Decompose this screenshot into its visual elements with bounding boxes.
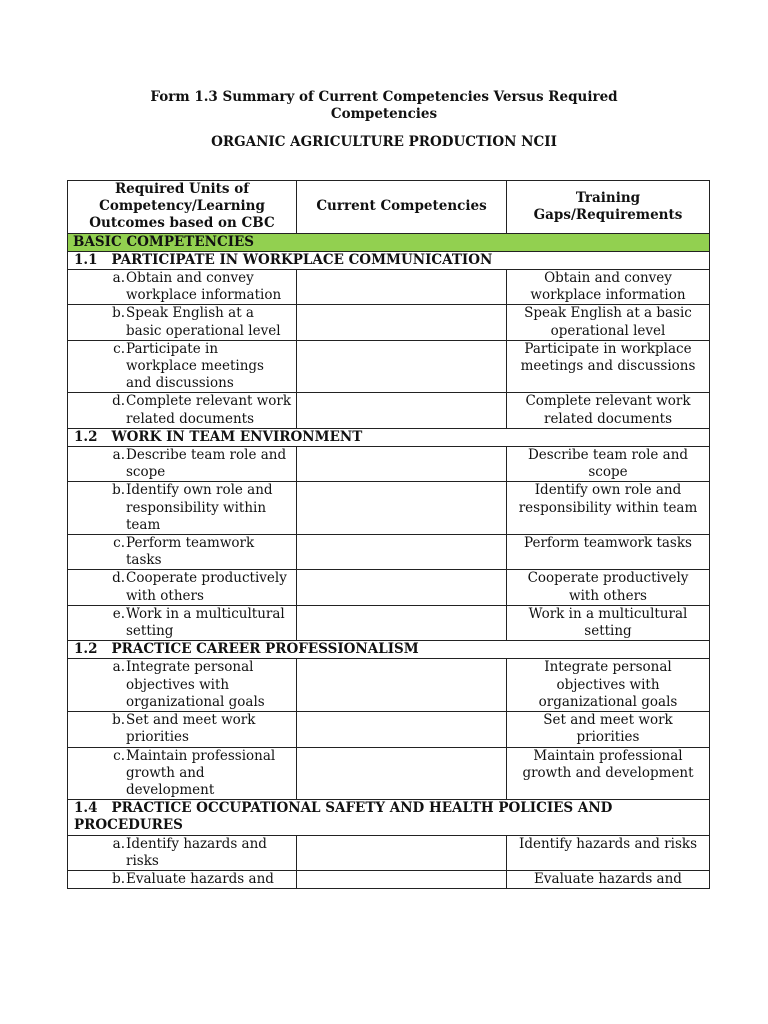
current-competency-cell [297,605,507,640]
learning-outcome-cell [68,447,297,482]
current-competency-cell [297,305,507,340]
training-gap-cell: Identify hazards and risks [507,835,710,870]
training-gap-cell: Work in a multicultural setting [507,605,710,640]
learning-outcome-cell [68,870,297,888]
outcome-text: Describe team role and scope [126,447,287,481]
current-competency-cell [297,747,507,800]
learning-outcome [72,659,292,711]
group-heading [68,641,710,659]
learning-outcome [72,570,292,604]
current-competency-cell [297,447,507,482]
outcome-letter: d. [112,570,125,587]
training-gap-cell: Perform teamwork tasks [507,535,710,570]
learning-outcome-cell [68,747,297,800]
table-row [68,340,710,393]
learning-outcome-cell [68,393,297,428]
group-heading [68,800,710,835]
header-current-competencies: Current Competencies [297,181,507,234]
learning-outcome [72,836,292,870]
table-row [68,870,710,888]
training-gap-cell: Participate in workplace meetings and discussions [507,340,710,393]
outcome-text: Complete relevant work related documents [126,393,292,427]
table-row [68,605,710,640]
group-row [68,251,710,269]
outcome-text: Speak English at a basic operational level [126,305,281,339]
table-header-row [68,181,710,234]
current-competency-cell [297,535,507,570]
header-training-gaps: Training Gaps/Requirements [507,181,710,234]
table-row [68,393,710,428]
group-title: WORK IN TEAM ENVIRONMENT [111,428,363,445]
table-row [68,659,710,712]
group-title: PRACTICE CAREER PROFESSIONALISM [111,641,419,658]
outcome-text: Perform teamwork tasks [126,535,255,569]
form-title: Form 1.3 Summary of Current Competencies Versus Required Competencies [150,89,618,122]
training-gap-cell: Complete relevant work related documents [507,393,710,428]
learning-outcome [72,748,292,800]
group-row [68,641,710,659]
table-row [68,447,710,482]
outcome-letter: a. [112,835,125,852]
learning-outcome [72,712,292,746]
training-gap-cell: Integrate personal objectives with organizational goals [507,659,710,712]
learning-outcome-cell [68,712,297,747]
current-competency-cell [297,482,507,535]
outcome-letter: c. [113,535,125,552]
outcome-text: Integrate personal objectives with organizational goals [126,659,265,710]
learning-outcome-cell [68,305,297,340]
learning-outcome [72,871,292,888]
learning-outcome-cell [68,659,297,712]
outcome-letter: c. [113,340,125,357]
table-row [68,535,710,570]
group-number: 1.4 [74,800,98,817]
current-competency-cell [297,835,507,870]
table-row [68,270,710,305]
outcome-text: Identify hazards and risks [126,835,267,869]
group-number: 1.2 [74,641,98,658]
outcome-text: Participate in workplace meetings and discussions [126,340,264,392]
group-row [68,428,710,446]
training-gap-cell: Cooperate productively with others [507,570,710,605]
training-gap-cell: Obtain and convey workplace information [507,270,710,305]
learning-outcome [72,393,292,427]
outcome-text: Work in a multicultural setting [126,605,285,640]
current-competency-cell [297,270,507,305]
outcome-text: Maintain professional growth and development [126,747,276,798]
learning-outcome-cell [68,835,297,870]
training-gap-cell: Maintain professional growth and development [507,747,710,800]
outcome-letter: b. [112,305,125,322]
training-gap-cell: Describe team role and scope [507,447,710,482]
table-body [68,233,710,889]
current-competency-cell [297,393,507,428]
group-heading [68,251,710,269]
outcome-letter: d. [112,393,125,410]
group-heading [68,428,710,446]
header-required-units: Required Units of Competency/Learning Outcomes based on CBC [68,181,297,234]
table-row [68,482,710,535]
learning-outcome-cell [68,340,297,393]
learning-outcome [72,535,292,569]
training-gap-cell: Identify own role and responsibility within team [507,482,710,535]
group-title: PRACTICE OCCUPATIONAL SAFETY AND HEALTH POLICIES AND PROCEDURES [74,800,613,834]
outcome-letter: a. [112,270,125,287]
section-row-basic-competencies [68,233,710,251]
learning-outcome [72,606,292,640]
group-title: PARTICIPATE IN WORKPLACE COMMUNICATION [111,251,493,268]
learning-outcome-cell [68,535,297,570]
current-competency-cell [297,659,507,712]
outcome-letter: a. [112,447,125,464]
training-gap-cell: Evaluate hazards and [507,870,710,888]
table-row [68,305,710,340]
outcome-letter: c. [113,747,125,764]
current-competency-cell [297,570,507,605]
group-number: 1.1 [74,251,98,268]
current-competency-cell [297,870,507,888]
outcome-text: Identify own role and responsibility within team [126,482,273,533]
learning-outcome-cell [68,570,297,605]
current-competency-cell [297,340,507,393]
competency-table [67,180,710,889]
learning-outcome [72,341,292,393]
outcome-text: Set and meet work priorities [126,712,256,746]
learning-outcome [72,447,292,481]
group-row [68,800,710,835]
current-competency-cell [297,712,507,747]
outcome-letter: b. [112,712,125,729]
table-row [68,712,710,747]
outcome-letter: e. [112,605,125,622]
outcome-text: Evaluate hazards and [126,870,274,887]
outcome-letter: b. [112,870,125,887]
outcome-text: Obtain and convey workplace information [126,270,282,304]
training-gap-cell: Set and meet work priorities [507,712,710,747]
table-row [68,835,710,870]
learning-outcome [72,482,292,534]
learning-outcome-cell [68,605,297,640]
learning-outcome [72,305,292,339]
learning-outcome-cell [68,482,297,535]
outcome-text: Cooperate productively with others [126,570,287,604]
group-number: 1.2 [74,428,98,445]
table-row [68,747,710,800]
outcome-letter: a. [112,659,125,676]
table-row [68,570,710,605]
outcome-letter: b. [112,482,125,499]
learning-outcome [72,270,292,304]
program-title: ORGANIC AGRICULTURE PRODUCTION NCII [211,134,557,150]
section-label: BASIC COMPETENCIES [68,233,710,251]
learning-outcome-cell [68,270,297,305]
training-gap-cell: Speak English at a basic operational level [507,305,710,340]
